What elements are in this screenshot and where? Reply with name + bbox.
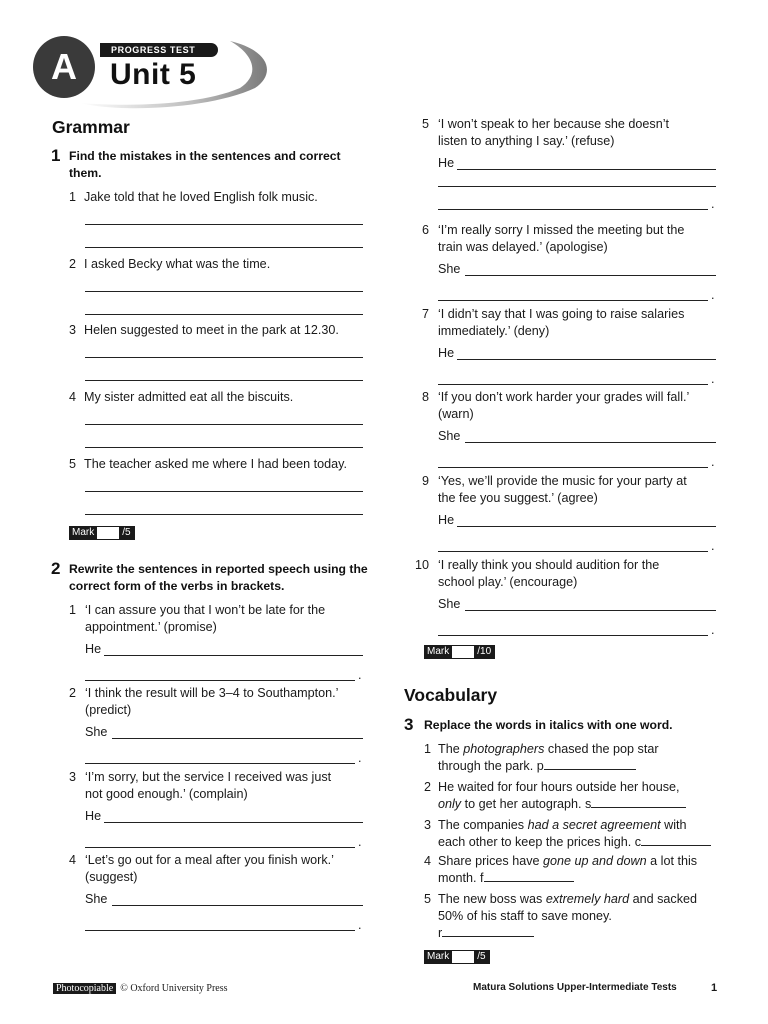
answer-line[interactable] [457, 359, 716, 360]
question-text: ‘I’m really sorry I missed the meeting but the [438, 223, 685, 237]
sentence-part: chased the pop star [544, 742, 659, 756]
page-number: 1 [711, 982, 718, 994]
question-item [69, 685, 371, 719]
answer-blank[interactable] [641, 835, 711, 846]
copyright-text: © Oxford University Press [120, 983, 228, 994]
answer-line[interactable] [438, 635, 708, 636]
answer-start-word: She [438, 597, 461, 611]
vocabulary-heading: Vocabulary [404, 685, 498, 705]
question-number: 9 [422, 474, 430, 488]
sentence-part: The companies [438, 818, 528, 832]
unit-title: Unit 5 [110, 58, 197, 91]
answer-blank[interactable] [591, 797, 686, 808]
sentence-end-dot: . [711, 539, 715, 553]
question-item [422, 116, 724, 150]
question-text: ‘Yes, we’ll provide the music for your party at [438, 474, 687, 488]
question-item [69, 602, 371, 636]
answer-blank[interactable] [442, 926, 534, 937]
task-number: 1 [51, 146, 61, 165]
answer-line[interactable] [85, 247, 363, 248]
question-item [69, 852, 371, 886]
vocab-sentence [424, 853, 724, 887]
question-number: 5 [424, 892, 432, 906]
answer-line[interactable] [438, 209, 708, 210]
question-number: 7 [422, 307, 430, 321]
first-letter-hint: p [536, 759, 544, 773]
first-letter-hint: s [585, 797, 592, 811]
answer-start-word: She [85, 725, 108, 739]
task-number: 2 [51, 559, 61, 578]
first-letter-hint: r [438, 926, 443, 940]
answer-line[interactable] [438, 467, 708, 468]
question-text: not good enough.’ (complain) [85, 787, 248, 801]
sentence-part: The new boss was [438, 892, 546, 906]
question-item [422, 222, 724, 256]
answer-line[interactable] [438, 186, 716, 187]
vocab-sentence [424, 891, 724, 942]
question-item [69, 189, 369, 206]
answer-line[interactable] [85, 847, 355, 848]
sentence-end-dot: . [358, 668, 362, 682]
photocopiable-label: Photocopiable [53, 983, 116, 994]
answer-start-word: He [438, 346, 455, 360]
question-text: train was delayed.’ (apologise) [438, 240, 608, 254]
progress-test-label: PROGRESS TEST [100, 43, 218, 57]
question-number: 8 [422, 390, 430, 404]
answer-line[interactable] [85, 314, 363, 315]
answer-line[interactable] [85, 224, 363, 225]
answer-line[interactable] [85, 930, 355, 931]
answer-start-word: She [438, 262, 461, 276]
question-item [69, 389, 369, 406]
sentence-part: through the park. [438, 759, 537, 773]
vocab-item [424, 817, 724, 851]
question-text: appointment.’ (promise) [85, 620, 217, 634]
question-text: (predict) [85, 703, 132, 717]
task-number: 3 [404, 715, 414, 734]
question-number: 5 [69, 457, 77, 471]
sentence-part: month. [438, 871, 480, 885]
answer-blank[interactable] [544, 759, 636, 770]
answer-line[interactable] [85, 357, 363, 358]
first-letter-hint: f [480, 871, 484, 885]
answer-start-word: He [438, 156, 455, 170]
sentence-part: The [438, 742, 464, 756]
sentence-end-dot: . [358, 751, 362, 765]
answer-start-word: She [438, 429, 461, 443]
answer-line[interactable] [85, 424, 363, 425]
sentence-part: Share prices have [438, 854, 544, 868]
italic-phrase: extremely hard [545, 892, 630, 906]
question-number: 3 [69, 323, 77, 337]
vocab-item [424, 891, 724, 942]
mark-label: Mark [69, 526, 97, 540]
question-text: Jake told that he loved English folk music. [84, 190, 318, 204]
question-text: immediately.’ (deny) [438, 324, 550, 338]
mark-label: Mark [424, 950, 452, 964]
sentence-end-dot: . [711, 455, 715, 469]
vocab-sentence [424, 817, 724, 851]
answer-start-word: She [85, 892, 108, 906]
first-letter-hint: c [634, 835, 642, 849]
task-instruction: Find the mistakes in the sentences and correct them. [69, 149, 341, 180]
grammar-heading: Grammar [52, 117, 130, 137]
answer-start-word: He [85, 642, 102, 656]
question-item [69, 456, 369, 473]
vocab-item [424, 741, 724, 775]
question-item [422, 473, 724, 507]
sentence-part: to get her autograph. [461, 797, 586, 811]
answer-line[interactable] [85, 514, 363, 515]
sentence-part: 50% of his staff to save money. [438, 909, 612, 923]
question-text: The teacher asked me where I had been today. [84, 457, 347, 471]
question-text: ‘I think the result will be 3–4 to Southampton.’ [85, 686, 339, 700]
italic-phrase: gone up and down [543, 854, 647, 868]
question-text: listen to anything I say.’ (refuse) [438, 134, 615, 148]
footer-copyright [53, 983, 228, 994]
answer-line[interactable] [85, 491, 363, 492]
vocab-sentence [424, 741, 724, 775]
vocab-sentence [424, 779, 724, 813]
sentence-end-dot: . [358, 918, 362, 932]
question-text: ‘Let’s go out for a meal after you finish work.’ [85, 853, 334, 867]
mark-score-field[interactable] [452, 950, 474, 964]
question-number: 2 [424, 780, 432, 794]
sentence-end-dot: . [711, 372, 715, 386]
question-number: 1 [69, 603, 77, 617]
question-number: 4 [69, 853, 77, 867]
question-number: 1 [424, 742, 432, 756]
answer-line[interactable] [457, 169, 716, 170]
question-text: ‘I won’t speak to her because she doesn’t [438, 117, 670, 131]
answer-line[interactable] [465, 610, 716, 611]
sentence-part: and sacked [629, 892, 698, 906]
question-number: 5 [422, 117, 430, 131]
mark-box [69, 526, 135, 540]
question-item [69, 322, 369, 339]
sentence-part: He waited for four hours outside her house, [438, 780, 680, 794]
answer-blank[interactable] [484, 871, 574, 882]
sentence-end-dot: . [711, 623, 715, 637]
question-number: 2 [69, 257, 77, 271]
question-item [69, 769, 371, 803]
sentence-end-dot: . [711, 288, 715, 302]
question-text: (suggest) [85, 870, 138, 884]
mark-label: Mark [424, 645, 452, 659]
answer-line[interactable] [438, 300, 708, 301]
sentence-end-dot: . [711, 197, 715, 211]
question-number: 6 [422, 223, 430, 237]
vocab-item [424, 853, 724, 887]
answer-line[interactable] [85, 380, 363, 381]
sentence-part: each other to keep the prices high. [438, 835, 635, 849]
answer-line[interactable] [465, 275, 716, 276]
question-number: 2 [69, 686, 77, 700]
question-text: the fee you suggest.’ (agree) [438, 491, 598, 505]
question-item [69, 256, 369, 273]
mark-total: /5 [474, 950, 489, 964]
question-text: school play.’ (encourage) [438, 575, 578, 589]
question-text: I asked Becky what was the time. [84, 257, 271, 271]
question-text: ‘I really think you should audition for the [438, 558, 660, 572]
question-number: 4 [69, 390, 77, 404]
mark-total: /10 [474, 645, 495, 659]
footer-book-title: Matura Solutions Upper-Intermediate Tests [473, 982, 677, 993]
sentence-end-dot: . [358, 835, 362, 849]
answer-line[interactable] [112, 905, 363, 906]
vocab-item [424, 779, 724, 813]
italic-phrase: photographers [463, 742, 545, 756]
question-item [422, 389, 724, 423]
question-text: My sister admitted eat all the biscuits. [84, 390, 294, 404]
question-number: 3 [424, 818, 432, 832]
mark-score-field[interactable] [97, 526, 119, 540]
question-number: 1 [69, 190, 77, 204]
answer-line[interactable] [85, 291, 363, 292]
question-item [415, 557, 724, 591]
answer-line[interactable] [85, 763, 355, 764]
question-number: 4 [424, 854, 432, 868]
italic-phrase: only [438, 797, 462, 811]
question-text: Helen suggested to meet in the park at 12.30. [84, 323, 339, 337]
answer-line[interactable] [112, 738, 363, 739]
mark-box [424, 645, 495, 659]
answer-start-word: He [85, 809, 102, 823]
answer-line[interactable] [438, 384, 708, 385]
answer-start-word: He [438, 513, 455, 527]
answer-line[interactable] [104, 822, 363, 823]
answer-line[interactable] [85, 680, 355, 681]
task-instruction: Rewrite the sentences in reported speech using the correct form of the verbs in brackets. [69, 562, 368, 593]
mark-score-field[interactable] [452, 645, 474, 659]
question-text: ‘I didn’t say that I was going to raise salaries [438, 307, 685, 321]
mark-total: /5 [119, 526, 134, 540]
unit-badge: A [33, 36, 95, 98]
question-number: 3 [69, 770, 77, 784]
sentence-part: with [660, 818, 687, 832]
answer-line[interactable] [457, 526, 716, 527]
question-text: ‘I’m sorry, but the service I received was just [85, 770, 332, 784]
question-item [422, 306, 724, 340]
task-instruction: Replace the words in italics with one word. [424, 718, 673, 732]
question-number: 10 [415, 558, 430, 572]
italic-phrase: had a secret agreement [527, 818, 661, 832]
mark-box [424, 950, 490, 964]
answer-line[interactable] [85, 447, 363, 448]
question-text: ‘If you don’t work harder your grades will fall.’ [438, 390, 690, 404]
question-text: ‘I can assure you that I won’t be late for the [85, 603, 326, 617]
question-text: (warn) [438, 407, 474, 421]
answer-line[interactable] [104, 655, 363, 656]
sentence-part: a lot this [646, 854, 698, 868]
answer-line[interactable] [438, 551, 708, 552]
answer-line[interactable] [465, 442, 716, 443]
